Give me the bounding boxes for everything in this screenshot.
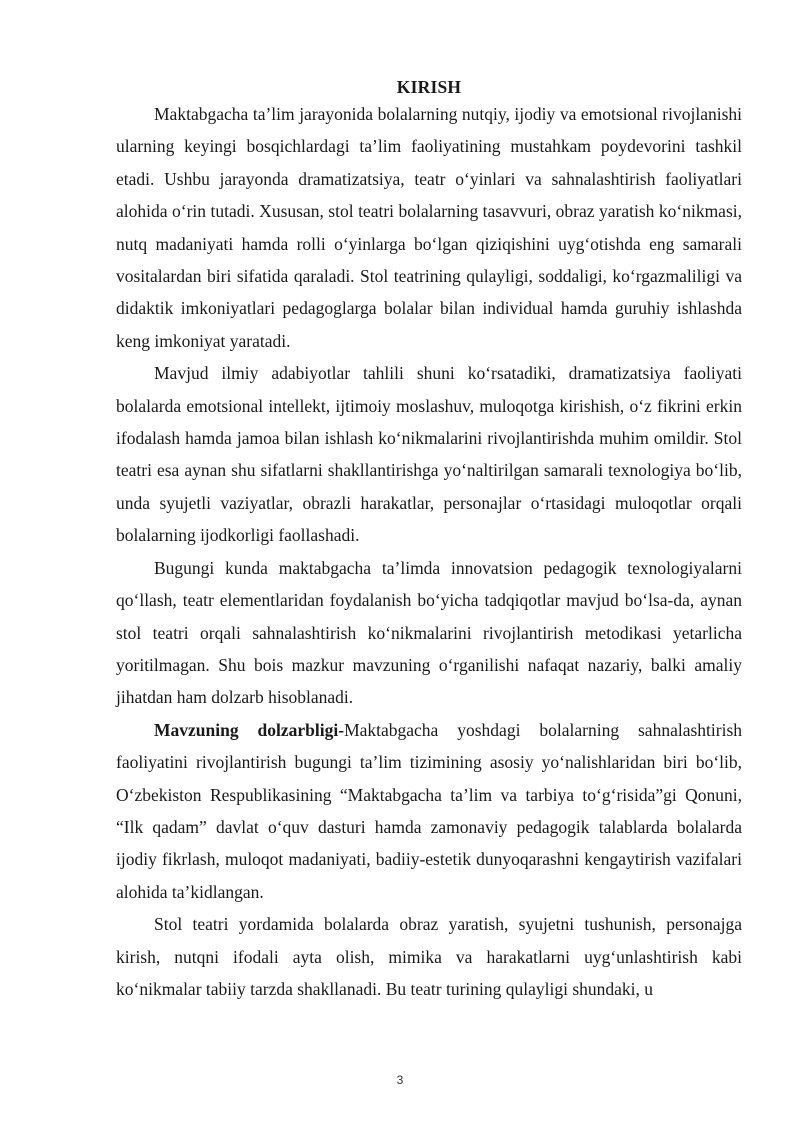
document-page bbox=[116, 76, 742, 1005]
paragraph-2: Mavjud ilmiy adabiyotlar tahlili shuni ko‘rsatadiki, dramatizatsiya faoliyati bolalarda emotsional intellekt, ijtimoiy moslashuv, muloqotga kirishish, o‘z fikrini erkin ifodalash hamda jamoa bilan ishlash ko‘nikmalarini rivojlantirishda muhim omildir. Stol teatri esa aynan shu sifatlarni shakllantirishga yo‘naltirilgan samarali texnologiya bo‘lib, unda syujetli vaziyatlar, obrazli harakatlar, personajlar o‘rtasidagi muloqotlar orqali bolalarning ijodkorligi faollashadi. bbox=[116, 363, 742, 546]
paragraph-1: Maktabgacha ta’lim jarayonida bolalarning nutqiy, ijodiy va emotsional rivojlanishi ularning keyingi bosqichlardagi ta’lim faoliyatining mustahkam poydevorini tashkil etadi. Ushbu jarayonda dramatizatsiya, teatr o‘yinlari va sahnalashtirish faoliyatlari alohida o‘rin tutadi. Xususan, stol teatri bolalarning tasavvuri, obraz yaratish ko‘nikmasi, nutq madaniyati hamda rolli o‘yinlarga bo‘lgan qiziqishini uyg‘otishda eng samarali vositalardan biri sifatida qaraladi. Stol teatrining qulayligi, soddaligi, ko‘rgazmaliligi va didaktik imkoniyatlari pedagoglarga bolalar bilan individual hamda guruhiy ishlashda keng imkoniyat yaratadi. bbox=[116, 104, 742, 351]
paragraph-3: Bugungi kunda maktabgacha ta’limda innovatsion pedagogik texnologiyalarni qo‘llash, teatr elementlaridan foydalanish bo‘yicha tadqiqotlar mavjud bo‘lsa-da, aynan stol teatri orqali sahnalashtirish ko‘nikmalarini rivojlantirish metodikasi yetarlicha yoritilmagan. Shu bois mazkur mavzuning o‘rganilishi nafaqat nazariy, balki amaliy jihatdan ham dolzarb hisoblanadi. bbox=[116, 557, 742, 708]
page-number: 3 bbox=[396, 1073, 404, 1087]
relevance-heading: Mavzuning dolzarbligi- bbox=[154, 719, 345, 740]
paragraph-relevance bbox=[116, 714, 742, 908]
page-title: KIRISH bbox=[396, 77, 462, 97]
relevance-text: Maktabgacha yoshdagi bolalarning sahnalashtirish faoliyatini rivojlantirish bugungi ta’lim tizimining asosiy yo‘nalishlaridan biri bo‘lib, O‘zbekiston Respublikasining “Maktabgacha ta’lim va tarbiya to‘g‘risida”gi Qonuni, “Ilk qadam” davlat o‘quv dasturi hamda zamonaviy pedagogik talablarda bolalarda ijodiy fikrlash, muloqot madaniyati, badiiy-estetik dunyoqarashni kengaytirish vazifalari alohida ta’kidlangan. bbox=[116, 719, 743, 902]
paragraph-5: Stol teatri yordamida bolalarda obraz yaratish, syujetni tushunish, personajga kirish, nutqni ifodali ayta olish, mimika va harakatlarni uyg‘unlashtirish kabi ko‘nikmalar tabiiy tarzda shakllanadi. Bu teatr turining qulayligi shundaki, u bbox=[116, 914, 742, 999]
